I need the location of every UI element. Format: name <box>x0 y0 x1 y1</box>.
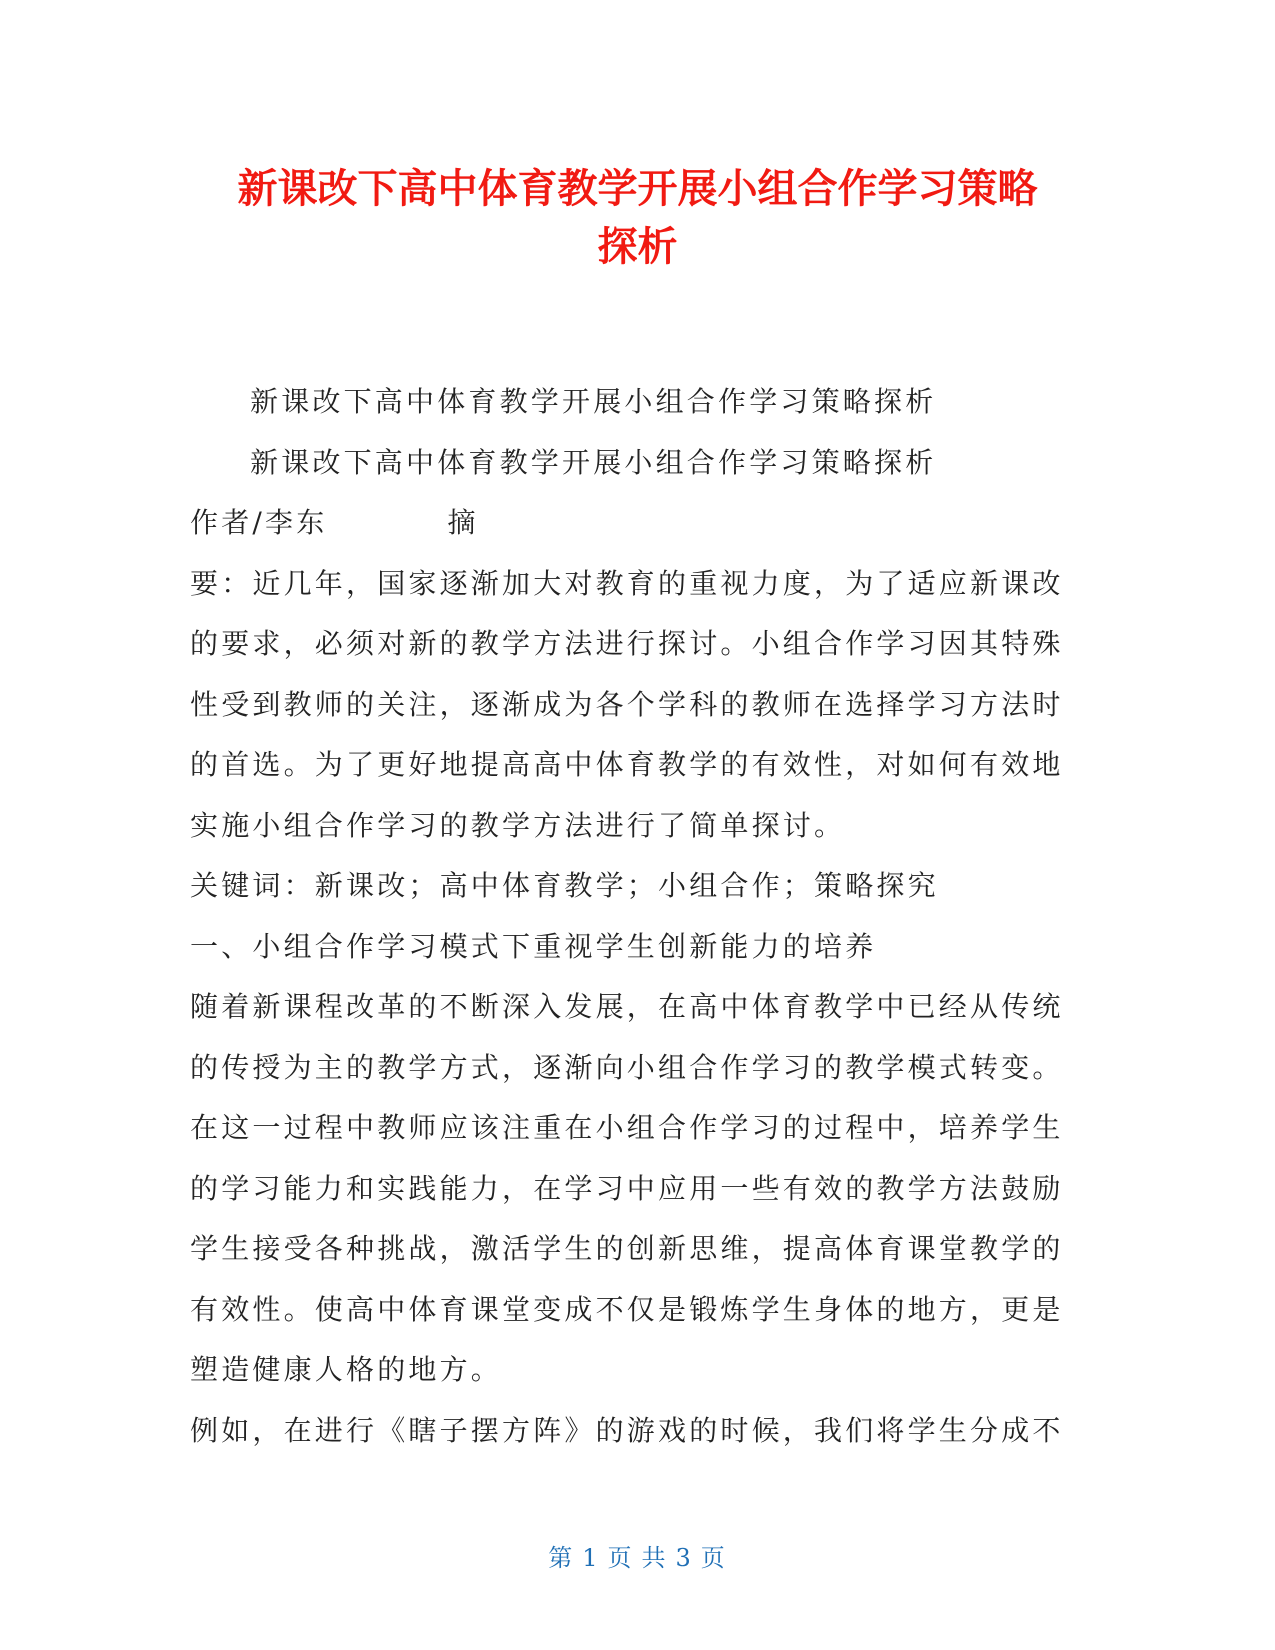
heading-repeat-2: 新课改下高中体育教学开展小组合作学习策略探析 <box>250 445 937 479</box>
abstract-line: 的要求，必须对新的教学方法进行探讨。小组合作学习因其特殊 <box>190 627 1064 660</box>
document-body <box>190 372 1064 1461</box>
paragraph-line: 有效性。使高中体育课堂变成不仅是锻炼学生身体的地方，更是 <box>190 1292 1064 1326</box>
paragraph-line: 的学习能力和实践能力，在学习中应用一些有效的教学方法鼓励 <box>190 1171 1064 1205</box>
paragraph-line: 在这一过程中教师应该注重在小组合作学习的过程中，培养学生 <box>190 1111 1064 1144</box>
paragraph-line: 随着新课程改革的不断深入发展，在高中体育教学中已经从传统 <box>190 990 1064 1023</box>
author-name: 作者/李东 <box>190 506 328 539</box>
paragraph-line: 塑造健康人格的地方。 <box>190 1353 503 1386</box>
page-footer <box>0 1538 1275 1573</box>
title-line-1: 新课改下高中体育教学开展小组合作学习策略 <box>237 166 1038 212</box>
footer-label: 页 <box>700 1544 727 1572</box>
title-line-2: 探析 <box>597 224 678 270</box>
paragraph-line: 学生接受各种挑战，激活学生的创新思维，提高体育课堂教学的 <box>190 1232 1064 1265</box>
keywords-line: 关键词：新课改；高中体育教学；小组合作；策略探究 <box>190 869 939 902</box>
page-total: 3 <box>675 1544 693 1572</box>
paragraph-line: 的传授为主的教学方式，逐渐向小组合作学习的教学模式转变。 <box>190 1050 1064 1084</box>
abstract-line: 性受到教师的关注，逐渐成为各个学科的教师在选择学习方法时 <box>190 687 1064 721</box>
abstract-line: 要：近几年，国家逐渐加大对教育的重视力度，为了适应新课改 <box>190 566 1064 600</box>
abstract-line: 的首选。为了更好地提高高中体育教学的有效性，对如何有效地 <box>190 748 1064 781</box>
example-line: 例如，在进行《瞎子摆方阵》的游戏的时候，我们将学生分成不 <box>190 1413 1064 1447</box>
footer-label: 共 <box>641 1544 668 1572</box>
section-heading: 一、小组合作学习模式下重视学生创新能力的培养 <box>190 929 877 963</box>
document-title <box>150 160 1125 276</box>
heading-repeat-1: 新课改下高中体育教学开展小组合作学习策略探析 <box>250 385 937 418</box>
abstract-line: 实施小组合作学习的教学方法进行了简单探讨。 <box>190 808 846 842</box>
footer-label: 第 <box>548 1544 575 1572</box>
author-line <box>190 493 1060 554</box>
footer-label: 页 <box>607 1544 634 1572</box>
abstract-start: 摘 <box>447 506 479 539</box>
page-current: 1 <box>582 1544 600 1572</box>
